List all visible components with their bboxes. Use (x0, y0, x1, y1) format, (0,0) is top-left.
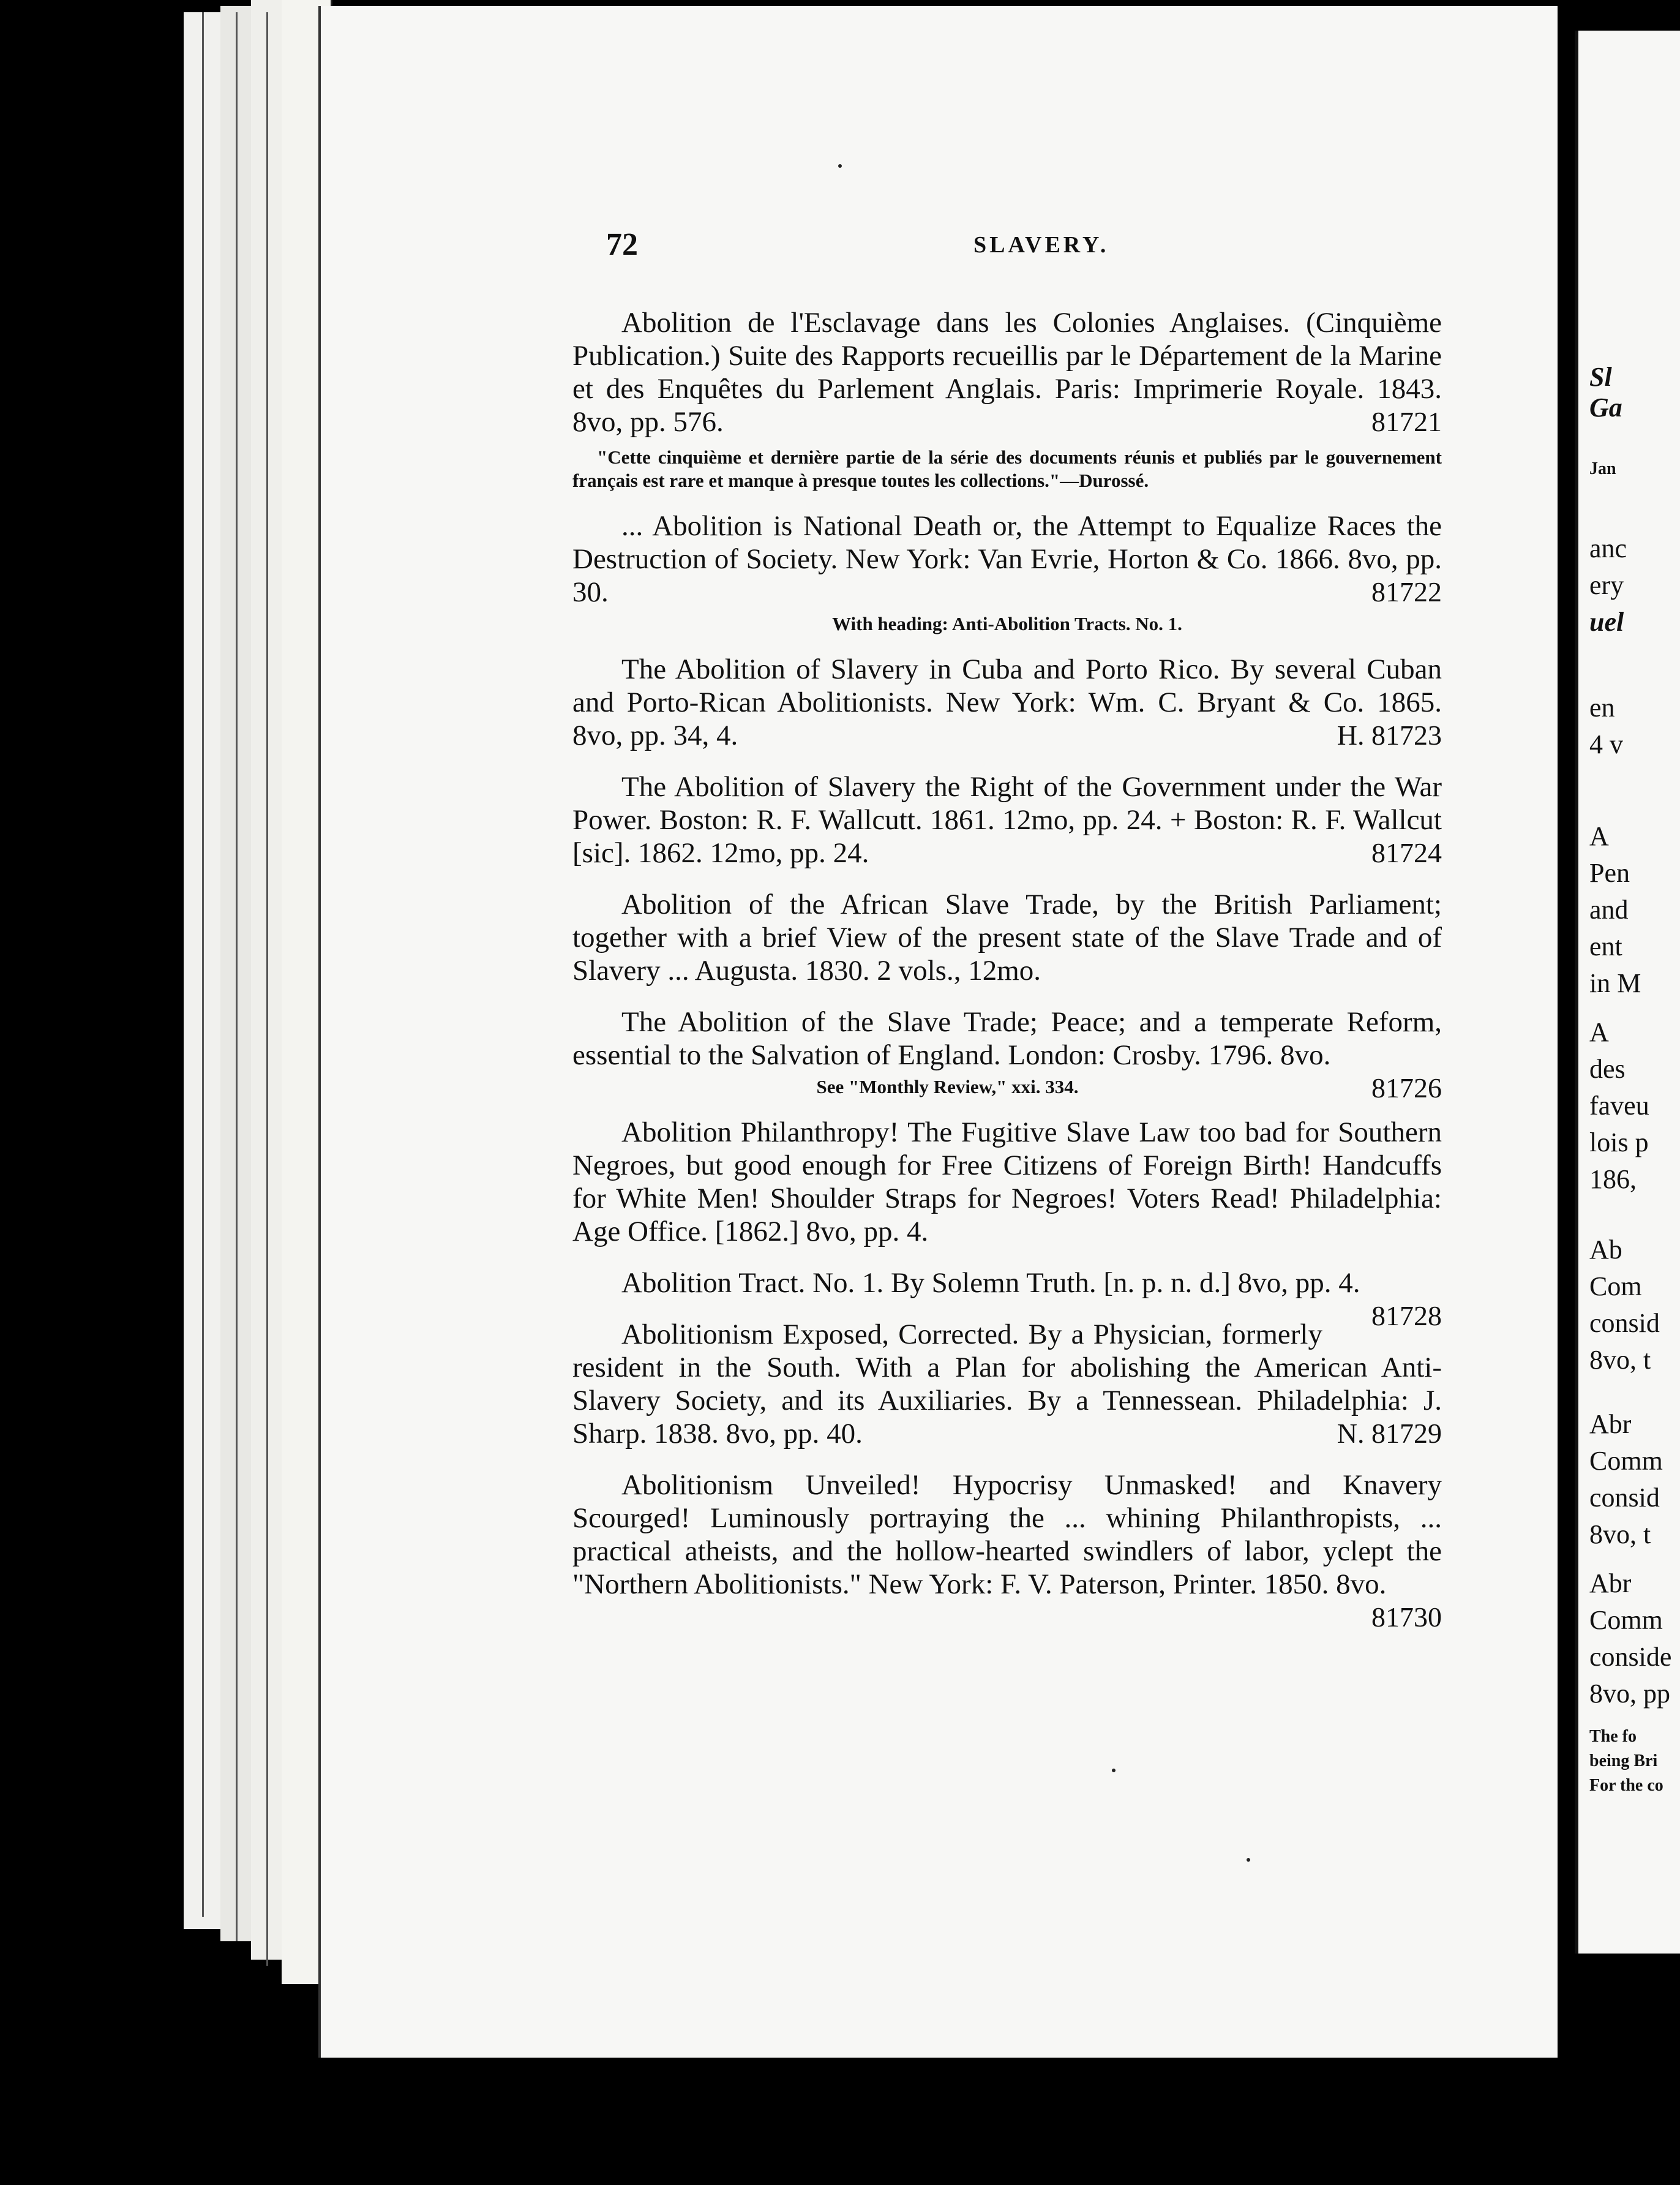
facing-page-fragment: Ab (1589, 1235, 1622, 1265)
facing-page-fragment: lois p (1589, 1127, 1649, 1157)
bibliography-entry (572, 653, 1442, 752)
facing-page-fragment: consid (1589, 1483, 1660, 1513)
facing-page-fragment: Jan (1589, 459, 1616, 478)
bibliography-entry (572, 1116, 1442, 1248)
entry-text: The Abolition of the Slave Trade; Peace; and a temperate Reform, essential to the Salvation of England. London: Crosby. 1796. 8vo. (572, 1006, 1442, 1071)
facing-page-fragment: in M (1589, 968, 1641, 998)
entry-text: ... Abolition is National Death or, the Attempt to Equalize Races the Destruction of Society. New York: Van Evrie, Horton & Co. 1866. 8vo, pp. 30. (572, 510, 1442, 608)
bibliography-entry (572, 510, 1442, 609)
bibliography-entry (572, 1469, 1442, 1633)
facing-page-fragment: Ga (1589, 393, 1622, 423)
bibliography-entry (572, 1266, 1442, 1331)
facing-page-fragment: Com (1589, 1271, 1642, 1301)
entry-number: 81726 (1371, 1072, 1442, 1104)
running-head: SLAVERY. (973, 232, 1109, 258)
facing-page-fragment: 8vo, t (1589, 1345, 1651, 1375)
entry-text: Abolition of the African Slave Trade, by the British Parliament; together with a brief View of the present state of the Slave Trade and of Slavery ... Augusta. 1830. 2 vols., 12mo. (572, 889, 1442, 987)
facing-page-fragment: ery (1589, 570, 1624, 600)
facing-page-fragment: anc (1589, 533, 1627, 563)
facing-page-fragment: 8vo, t (1589, 1519, 1651, 1549)
bibliography-entry (572, 1318, 1442, 1450)
facing-page-fragment: Comm (1589, 1446, 1663, 1476)
facing-page-fragment: For the co (1589, 1776, 1663, 1795)
bibliography-entry (572, 888, 1442, 987)
entry-text: Abolition Tract. No. 1. By Solemn Truth. [n. p. n. d.] 8vo, pp. 4. (621, 1267, 1360, 1299)
facing-page (1575, 31, 1680, 1954)
entry-text: Abolitionism Exposed, Corrected. By a Physician, formerly resident in the South. With a Plan for abolishing the American Anti-Slavery Society, and its Auxiliaries. By a Tennessean. Philadelphia: J. Sharp. 1838. 8vo, pp. 40. (572, 1318, 1442, 1450)
entry-text: Abolition de l'Esclavage dans les Colonies Anglaises. (Cinquième Publication.) Suite des Rapports recueillis par le Département de la Marine et des Enquêtes du Parlement Anglais. Paris: Imprimerie Royale. 1843. 8vo, pp. 576. (572, 307, 1442, 438)
entry-number: 81724 (1371, 837, 1442, 868)
bibliography-entry (572, 306, 1442, 438)
facing-page-fragment: Abr (1589, 1568, 1632, 1598)
page-edge-line (202, 12, 204, 1917)
page-edge-line (236, 12, 238, 1941)
facing-page-fragment: consid (1589, 1308, 1660, 1338)
page-header (606, 227, 1463, 276)
facing-page-fragment: 186, (1589, 1164, 1637, 1194)
entry-note: See "Monthly Review," xxi. 334. (816, 1076, 1079, 1097)
page-number: 72 (606, 227, 638, 262)
entry-number: 81730 (1371, 1601, 1442, 1633)
facing-page-fragment: 8vo, pp (1589, 1679, 1670, 1709)
ink-speck (838, 164, 842, 168)
facing-page-fragment: A (1589, 1017, 1609, 1047)
facing-page-fragment: Abr (1589, 1409, 1632, 1439)
facing-page-fragment: en (1589, 693, 1615, 723)
entry-text: The Abolition of Slavery the Right of the Government under the War Power. Boston: R. F. Wallcutt. 1861. 12mo, pp. 24. + Boston: R. F. Wallcut [sic]. 1862. 12mo, pp. 24. (572, 771, 1442, 869)
entry-number: 81721 (1371, 406, 1442, 437)
facing-page-fragment: being Bri (1589, 1751, 1658, 1770)
ink-speck (1112, 1769, 1116, 1772)
page-edge-line (266, 12, 268, 1966)
facing-page-fragment: and (1589, 895, 1629, 925)
entry-note: "Cette cinquième et dernière partie de la série des documents réunis et publiés par le gouvernement français est rare et manque à presque toutes les collections."—Durossé. (572, 446, 1442, 491)
entry-number: 81722 (1371, 576, 1442, 607)
bibliography-entry (572, 770, 1442, 870)
entry-note: With heading: Anti-Abolition Tracts. No. 1. (832, 613, 1182, 634)
bibliography-entries (572, 306, 1442, 1634)
entry-text: Abolitionism Unveiled! Hypocrisy Unmasked! and Knavery Scourged! Luminously portraying the ... whining Philanthropists, ... practical atheists, and the hollow-hearted swindlers of labor, yclept the "Northern Abolitionists." New York: F. V. Paterson, Printer. 1850. 8vo. (572, 1469, 1442, 1600)
entry-text: The Abolition of Slavery in Cuba and Porto Rico. By several Cuban and Porto-Rican Abolitionists. New York: Wm. C. Bryant & Co. 1865. 8vo, pp. 34, 4. (572, 653, 1442, 751)
entry-number: 81728 (1371, 1300, 1442, 1331)
ink-speck (1247, 1858, 1250, 1862)
entry-text: Abolition Philanthropy! The Fugitive Slave Law too bad for Southern Negroes, but good enough for Free Citizens of Foreign Birth! Handcuffs for White Men! Shoulder Straps for Negroes! Voters Read! Philadelphia: Age Office. [1862.] 8vo, pp. 4. (572, 1116, 1442, 1247)
facing-page-fragment: Pen (1589, 858, 1630, 888)
facing-page-fragment: uel (1589, 607, 1624, 637)
facing-page-fragment: The fo (1589, 1727, 1637, 1746)
facing-page-fragment: ent (1589, 931, 1622, 961)
facing-page-fragment: 4 v (1589, 729, 1623, 759)
entry-number: H. 81723 (1337, 720, 1442, 751)
facing-page-fragment: faveu (1589, 1091, 1649, 1121)
entry-number: N. 81729 (1337, 1418, 1442, 1449)
facing-page-fragment: A (1589, 821, 1609, 851)
facing-page-fragment: des (1589, 1054, 1626, 1084)
facing-page-fragment: Sl (1589, 362, 1612, 392)
facing-page-fragment: Comm (1589, 1605, 1663, 1635)
facing-page-fragment: conside (1589, 1642, 1672, 1672)
